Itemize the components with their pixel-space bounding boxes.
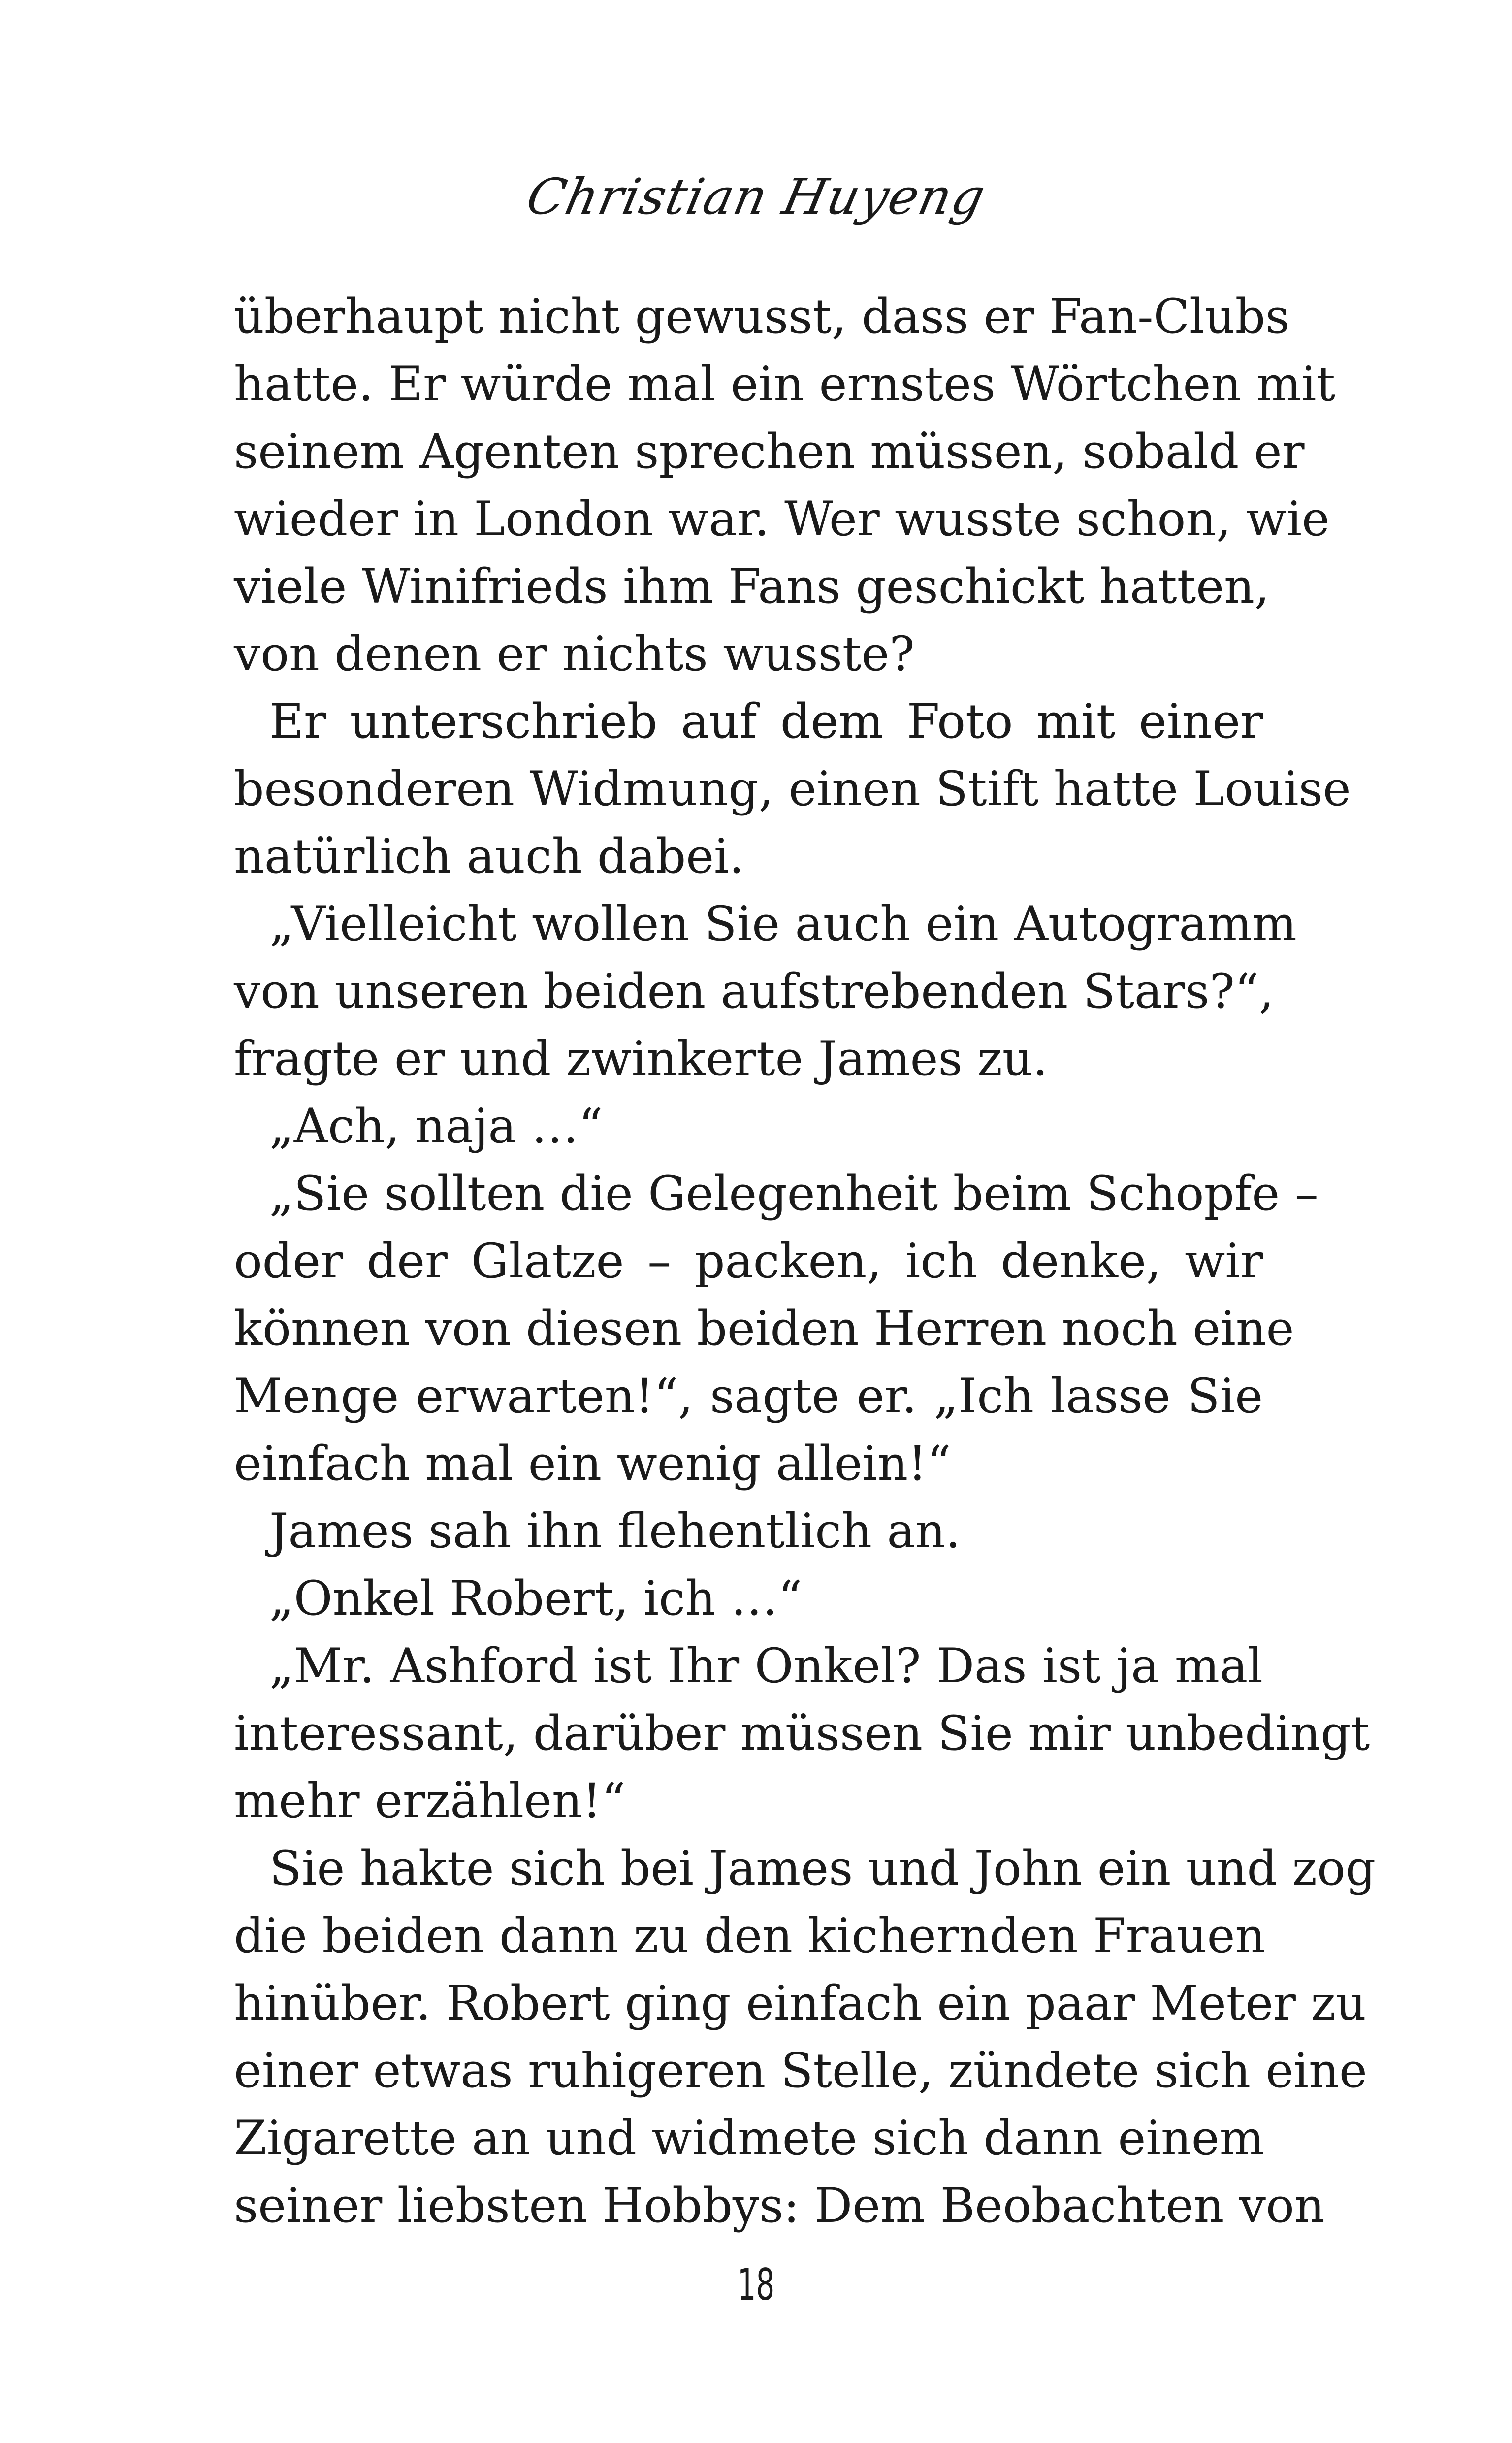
text-line: fragte er und zwinkerte James zu. bbox=[234, 1031, 1048, 1086]
text-line: besonderen Widmung, einen Stift hatte Louise bbox=[234, 761, 1351, 816]
text-line: „Onkel Robert, ich …“ bbox=[269, 1571, 803, 1626]
text-line: James sah ihn flehentlich an. bbox=[269, 1503, 961, 1559]
body-text bbox=[234, 283, 1376, 2240]
text-line: seinem Agenten sprechen müssen, sobald er bbox=[234, 424, 1305, 479]
text-line: „Vielleicht wollen Sie auch ein Autogramm bbox=[269, 896, 1297, 951]
text-line: viele Winifrieds ihm Fans geschickt hatten, bbox=[234, 559, 1270, 614]
text-line: interessant, darüber müssen Sie mir unbedingt bbox=[234, 1706, 1370, 1761]
text-line: überhaupt nicht gewusst, dass er Fan-Clubs bbox=[234, 289, 1290, 344]
text-line: „Mr. Ashford ist Ihr Onkel? Das ist ja mal bbox=[269, 1638, 1263, 1694]
text-line: wieder in London war. Wer wusste schon, wie bbox=[234, 491, 1330, 547]
text-line: von denen er nichts wusste? bbox=[234, 626, 915, 682]
text-line: können von diesen beiden Herren noch eine bbox=[234, 1301, 1294, 1356]
text-line: Er unterschrieb auf dem Foto mit einer bbox=[269, 694, 1263, 749]
text-line: oder der Glatze – packen, ich denke, wir bbox=[234, 1234, 1263, 1289]
text-line: „Sie sollten die Gelegenheit beim Schopfe – bbox=[269, 1166, 1319, 1221]
text-line: mehr erzählen!“ bbox=[234, 1773, 626, 1828]
text-line: einfach mal ein wenig allein!“ bbox=[234, 1436, 951, 1491]
text-line: seiner liebsten Hobbys: Dem Beobachten von bbox=[234, 2178, 1325, 2233]
text-line: von unseren beiden aufstrebenden Stars?“, bbox=[234, 964, 1274, 1019]
text-line: hatte. Er würde mal ein ernstes Wörtchen mit bbox=[234, 357, 1336, 412]
text-line: einer etwas ruhigeren Stelle, zündete sich eine bbox=[234, 2043, 1367, 2098]
page-number: 18 bbox=[737, 2259, 775, 2310]
text-line: hinüber. Robert ging einfach ein paar Meter zu bbox=[234, 1976, 1366, 2031]
author-signature: Christian Huyeng bbox=[521, 168, 991, 226]
text-line: Menge erwarten!“, sagte er. „Ich lasse Sie bbox=[234, 1368, 1263, 1424]
running-header bbox=[0, 153, 1512, 241]
text-line: Sie hakte sich bei James und John ein und zog bbox=[269, 1841, 1376, 1896]
text-line: natürlich auch dabei. bbox=[234, 829, 744, 884]
text-line: die beiden dann zu den kichernden Frauen bbox=[234, 1908, 1266, 1963]
text-line: Zigarette an und widmete sich dann einem bbox=[234, 2111, 1264, 2166]
text-line: „Ach, naja …“ bbox=[269, 1099, 603, 1154]
